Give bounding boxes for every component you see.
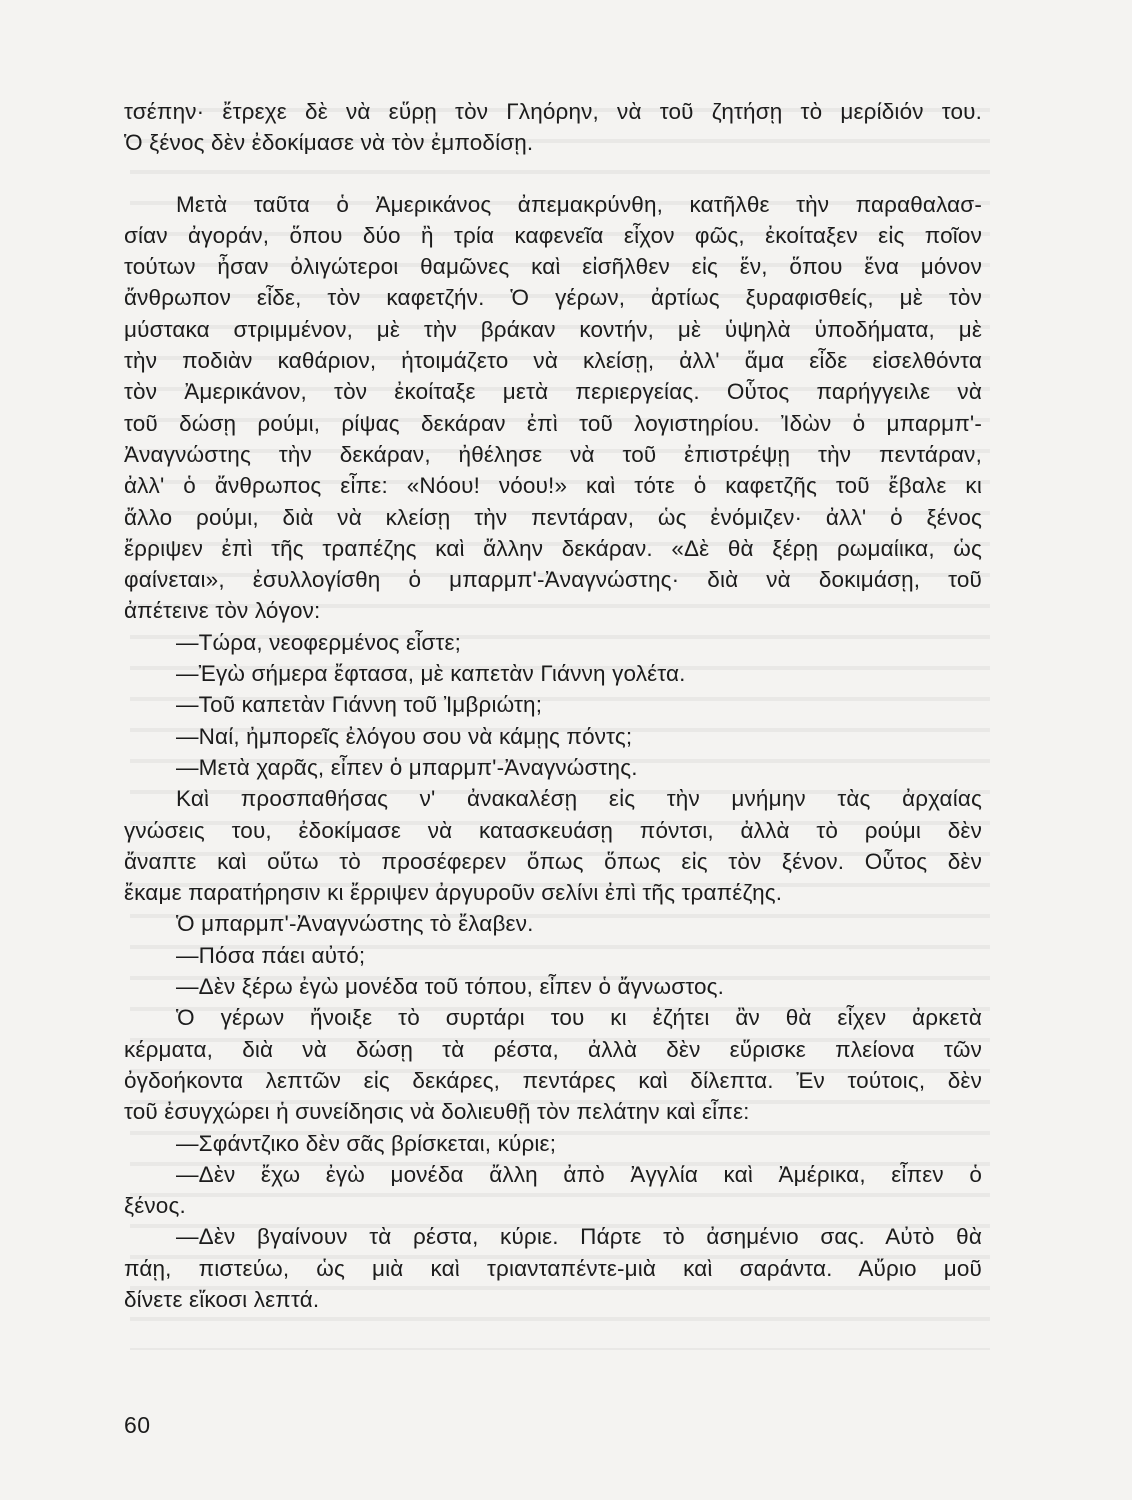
text-line: Ὁ μπαρμπ'-Ἀναγνώστης τὸ ἔλαβεν. (176, 911, 534, 937)
dialogue-line: —Ναί, ἠμπορεῖς ἐλόγου σου νὰ κάμῃς πόντς; (176, 723, 633, 749)
dialogue-line: —Μετὰ χαρᾶς, εἶπεν ὁ μπαρμπ'-Ἀναγνώστης. (176, 754, 638, 780)
text-line: γνώσεις του, ἐδοκίμασε νὰ κατασκευάσῃ πόντσι, ἀλλὰ τὸ ρούμι δὲν (124, 817, 982, 843)
body-text (124, 96, 982, 1315)
text-line: ἀπέτεινε τὸν λόγον: (124, 598, 321, 624)
text-line: ἄναπτε καὶ οὕτω τὸ προσέφερεν ὅπως ὅπως εἰς τὸν ξένον. Οὗτος δὲν (124, 848, 982, 874)
text-line: ἔρριψεν ἐπὶ τῆς τραπέζης καὶ ἄλλην δεκάραν. «Δὲ θὰ ξέρῃ ρωμαίικα, ὡς (124, 535, 982, 561)
text-line: ἀλλ' ὁ ἄνθρωπος εἶπε: «Νόου! νόου!» καὶ τότε ὁ καφετζῆς τοῦ ἔβαλε κι (124, 473, 982, 499)
text-line: τοῦ ἐσυγχώρει ἡ συνείδησις νὰ δολιευθῇ τὸν πελάτην καὶ εἶπε: (124, 1099, 750, 1125)
dialogue-line: —Τώρα, νεοφερμένος εἶστε; (176, 629, 462, 655)
dialogue-line: —Ἐγὼ σήμερα ἔφτασα, μὲ καπετὰν Γιάννη γολέτα. (176, 661, 686, 687)
text-line: ἔκαμε παρατήρησιν κι ἔρριψεν ἀργυροῦν σελίνι ἐπὶ τῆς τραπέζης. (124, 880, 783, 906)
text-line: Ὁ ξένος δὲν ἐδοκίμασε νὰ τὸν ἐμποδίσῃ. (124, 130, 534, 156)
text-line: τοῦ δώσῃ ρούμι, ρίψας δεκάραν ἐπὶ τοῦ λογιστηρίου. Ἰδὼν ὁ μπαρμπ'- (124, 410, 982, 436)
text-line: ἄνθρωπον εἶδε, τὸν καφετζήν. Ὁ γέρων, ἀρτίως ξυραφισθείς, μὲ τὸν (124, 285, 982, 311)
text-line: Καὶ προσπαθήσας ν' ἀνακαλέσῃ εἰς τὴν μνήμην τὰς ἀρχαίας (176, 786, 982, 812)
text-line: σίαν ἀγοράν, ὅπου δύο ἢ τρία καφενεῖα εἶχον φῶς, ἐκοίταξεν εἰς ποῖον (124, 222, 982, 248)
text-line: πάῃ, πιστεύω, ὡς μιὰ καὶ τριανταπέντε-μιὰ καὶ σαράντα. Αὔριο μοῦ (124, 1255, 982, 1281)
page-number: 60 (124, 1412, 151, 1438)
dialogue-line: —Πόσα πάει αὐτό; (176, 942, 366, 968)
text-line: κέρματα, διὰ νὰ δώσῃ τὰ ρέστα, ἀλλὰ δὲν εὕρισκε πλείονα τῶν (124, 1036, 982, 1062)
text-line: τσέπην· ἔτρεχε δὲ νὰ εὕρῃ τὸν Γληόρην, νὰ τοῦ ζητήσῃ τὸ μερίδιόν του. (124, 99, 982, 124)
text-line: τούτων ἦσαν ὀλιγώτεροι θαμῶνες καὶ εἰσῆλθεν εἰς ἕν, ὅπου ἕνα μόνον (124, 254, 982, 280)
text-line: Ἀναγνώστης τὴν δεκάραν, ἠθέλησε νὰ τοῦ ἐπιστρέψῃ τὴν πεντάραν, (124, 441, 982, 467)
text-line: Ὁ γέρων ἤνοιξε τὸ συρτάρι του κι ἐζήτει ἂν θὰ εἶχεν ἀρκετὰ (176, 1005, 982, 1031)
text-line: τὴν ποδιὰν καθάριον, ἡτοιμάζετο νὰ κλείσῃ, ἀλλ' ἅμα εἶδε εἰσελθόντα (124, 348, 982, 374)
dialogue-line: —Τοῦ καπετὰν Γιάννη τοῦ Ἰμβριώτη; (176, 692, 543, 718)
text-line: Μετὰ ταῦτα ὁ Ἀμερικάνος ἀπεμακρύνθη, κατῆλθε τὴν παραθαλασ- (176, 191, 982, 217)
dialogue-line: —Σφάντζικο δὲν σᾶς βρίσκεται, κύριε; (176, 1130, 557, 1156)
text-line: μύστακα στριμμένον, μὲ τὴν βράκαν κοντήν, μὲ ὑψηλὰ ὑποδήματα, μὲ (124, 316, 982, 342)
text-line: δίνετε εἴκοσι λεπτά. (124, 1286, 320, 1312)
text-line: ξένος. (124, 1193, 186, 1219)
dialogue-line: —Δὲν βγαίνουν τὰ ρέστα, κύριε. Πάρτε τὸ ἀσημένιο σας. Αὐτὸ θὰ (176, 1224, 982, 1250)
text-line: φαίνεται», ἐσυλλογίσθη ὁ μπαρμπ'-Ἀναγνώστης· διὰ νὰ δοκιμάσῃ, τοῦ (124, 567, 982, 593)
dialogue-line: —Δὲν ξέρω ἐγὼ μονέδα τοῦ τόπου, εἶπεν ὁ ἄγνωστος. (176, 974, 725, 1000)
dialogue-line: —Δὲν ἔχω ἐγὼ μονέδα ἄλλη ἀπὸ Ἀγγλία καὶ Ἀμέρικα, εἶπεν ὁ (176, 1161, 982, 1187)
text-line: ἄλλο ρούμι, διὰ νὰ κλείσῃ τὴν πεντάραν, ὡς ἐνόμιζεν· ἀλλ' ὁ ξένος (124, 504, 982, 530)
text-line: τὸν Ἀμερικάνον, τὸν ἐκοίταξε μετὰ περιεργείας. Οὗτος παρήγγειλε νὰ (124, 379, 982, 405)
paragraph-gap (124, 159, 982, 189)
text-line: ὀγδοήκοντα λεπτῶν εἰς δεκάρες, πεντάρες καὶ δίλεπτα. Ἐν τούτοις, δὲν (124, 1067, 982, 1093)
